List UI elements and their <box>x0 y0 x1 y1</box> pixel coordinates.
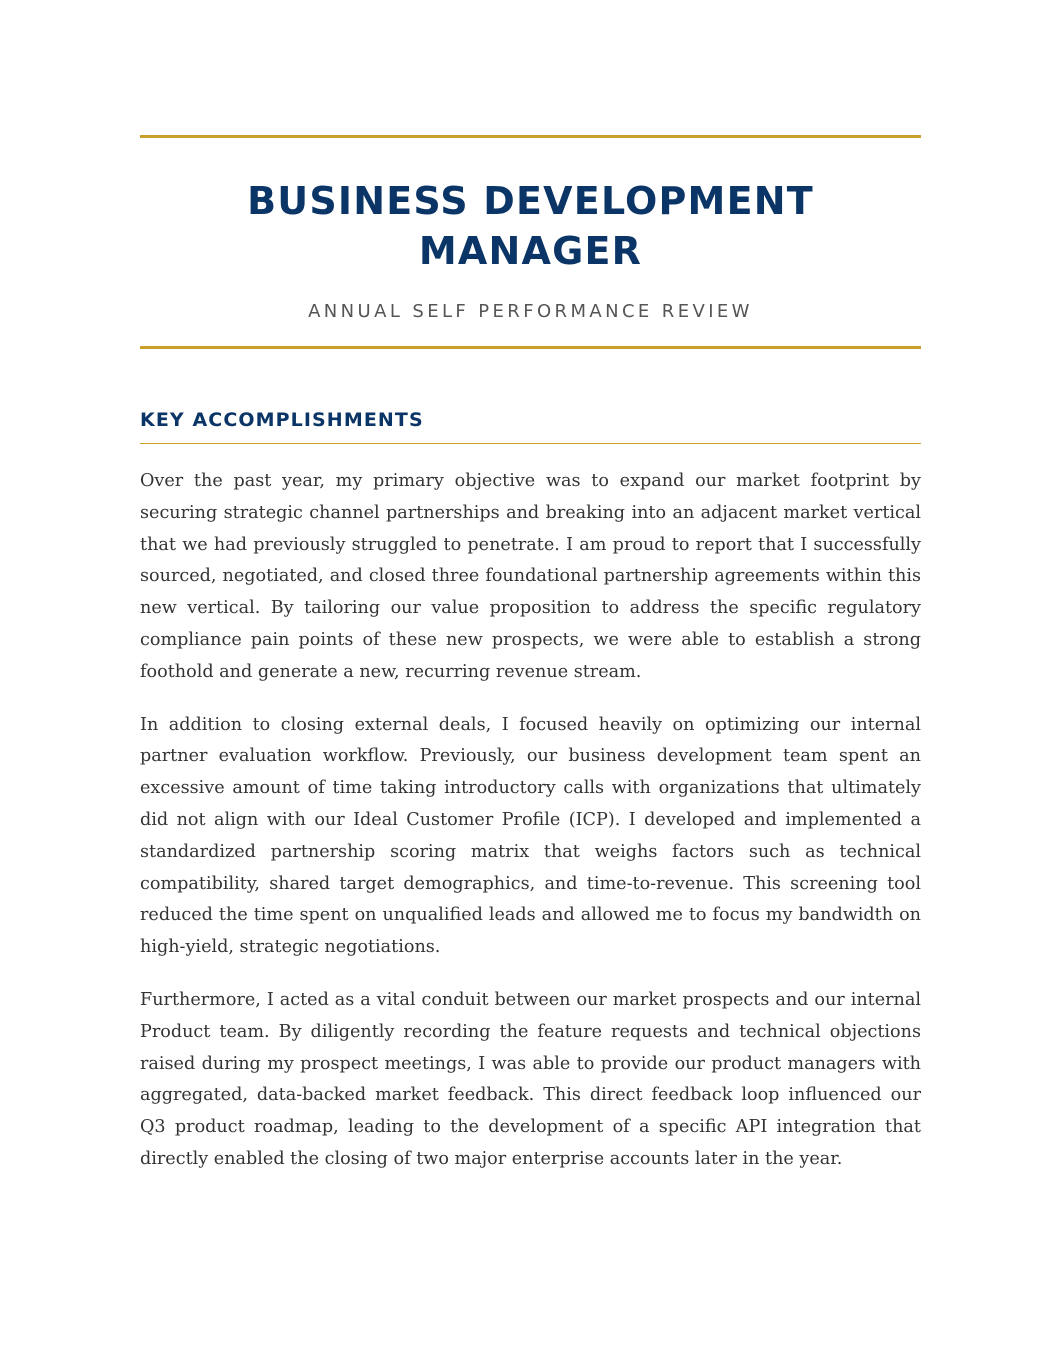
section-key-accomplishments <box>140 407 921 1176</box>
header-bottom-rule <box>140 346 921 349</box>
section-heading: KEY ACCOMPLISHMENTS <box>140 407 921 444</box>
body-paragraph: Over the past year, my primary objective was to expand our market footprint by securing strategic channel partnerships and breaking into an adjacent market vertical that we had previously struggled to penetrate. I am proud to report that I successfully sourced, negotiated, and closed three foundational partnership agreements within this new vertical. By tailoring our value proposition to address the specific regulatory compliance pain points of these new prospects, we were able to establish a strong foothold and generate a new, recurring revenue stream. <box>140 471 921 682</box>
document-page <box>140 135 921 1176</box>
body-paragraph: Furthermore, I acted as a vital conduit between our market prospects and our internal Product team. By diligently recording the feature requests and technical objections raised during my prospect meetings, I was able to provide our product managers with aggregated, data-backed market feedback. This direct feedback loop influenced our Q3 product roadmap, leading to the development of a specific API integration that directly enabled the closing of two major enterprise accounts later in the year. <box>140 989 921 1169</box>
document-subtitle: ANNUAL SELF PERFORMANCE REVIEW <box>308 301 753 322</box>
body-paragraph: In addition to closing external deals, I focused heavily on optimizing our internal partner evaluation workflow. Previously, our business development team spent an excessive amount of time taking introductory calls with organizations that ultimately did not align with our Ideal Customer Profile (ICP). I developed and implemented a standardized partnership scoring matrix that weighs factors such as technical compatibility, shared target demographics, and time-to-revenue. This screening tool reduced the time spent on unqualified leads and allowed me to focus my bandwidth on high-yield, strategic negotiations. <box>140 714 921 958</box>
document-header <box>140 138 921 346</box>
document-title: BUSINESS DEVELOPMENT MANAGER <box>247 179 814 273</box>
